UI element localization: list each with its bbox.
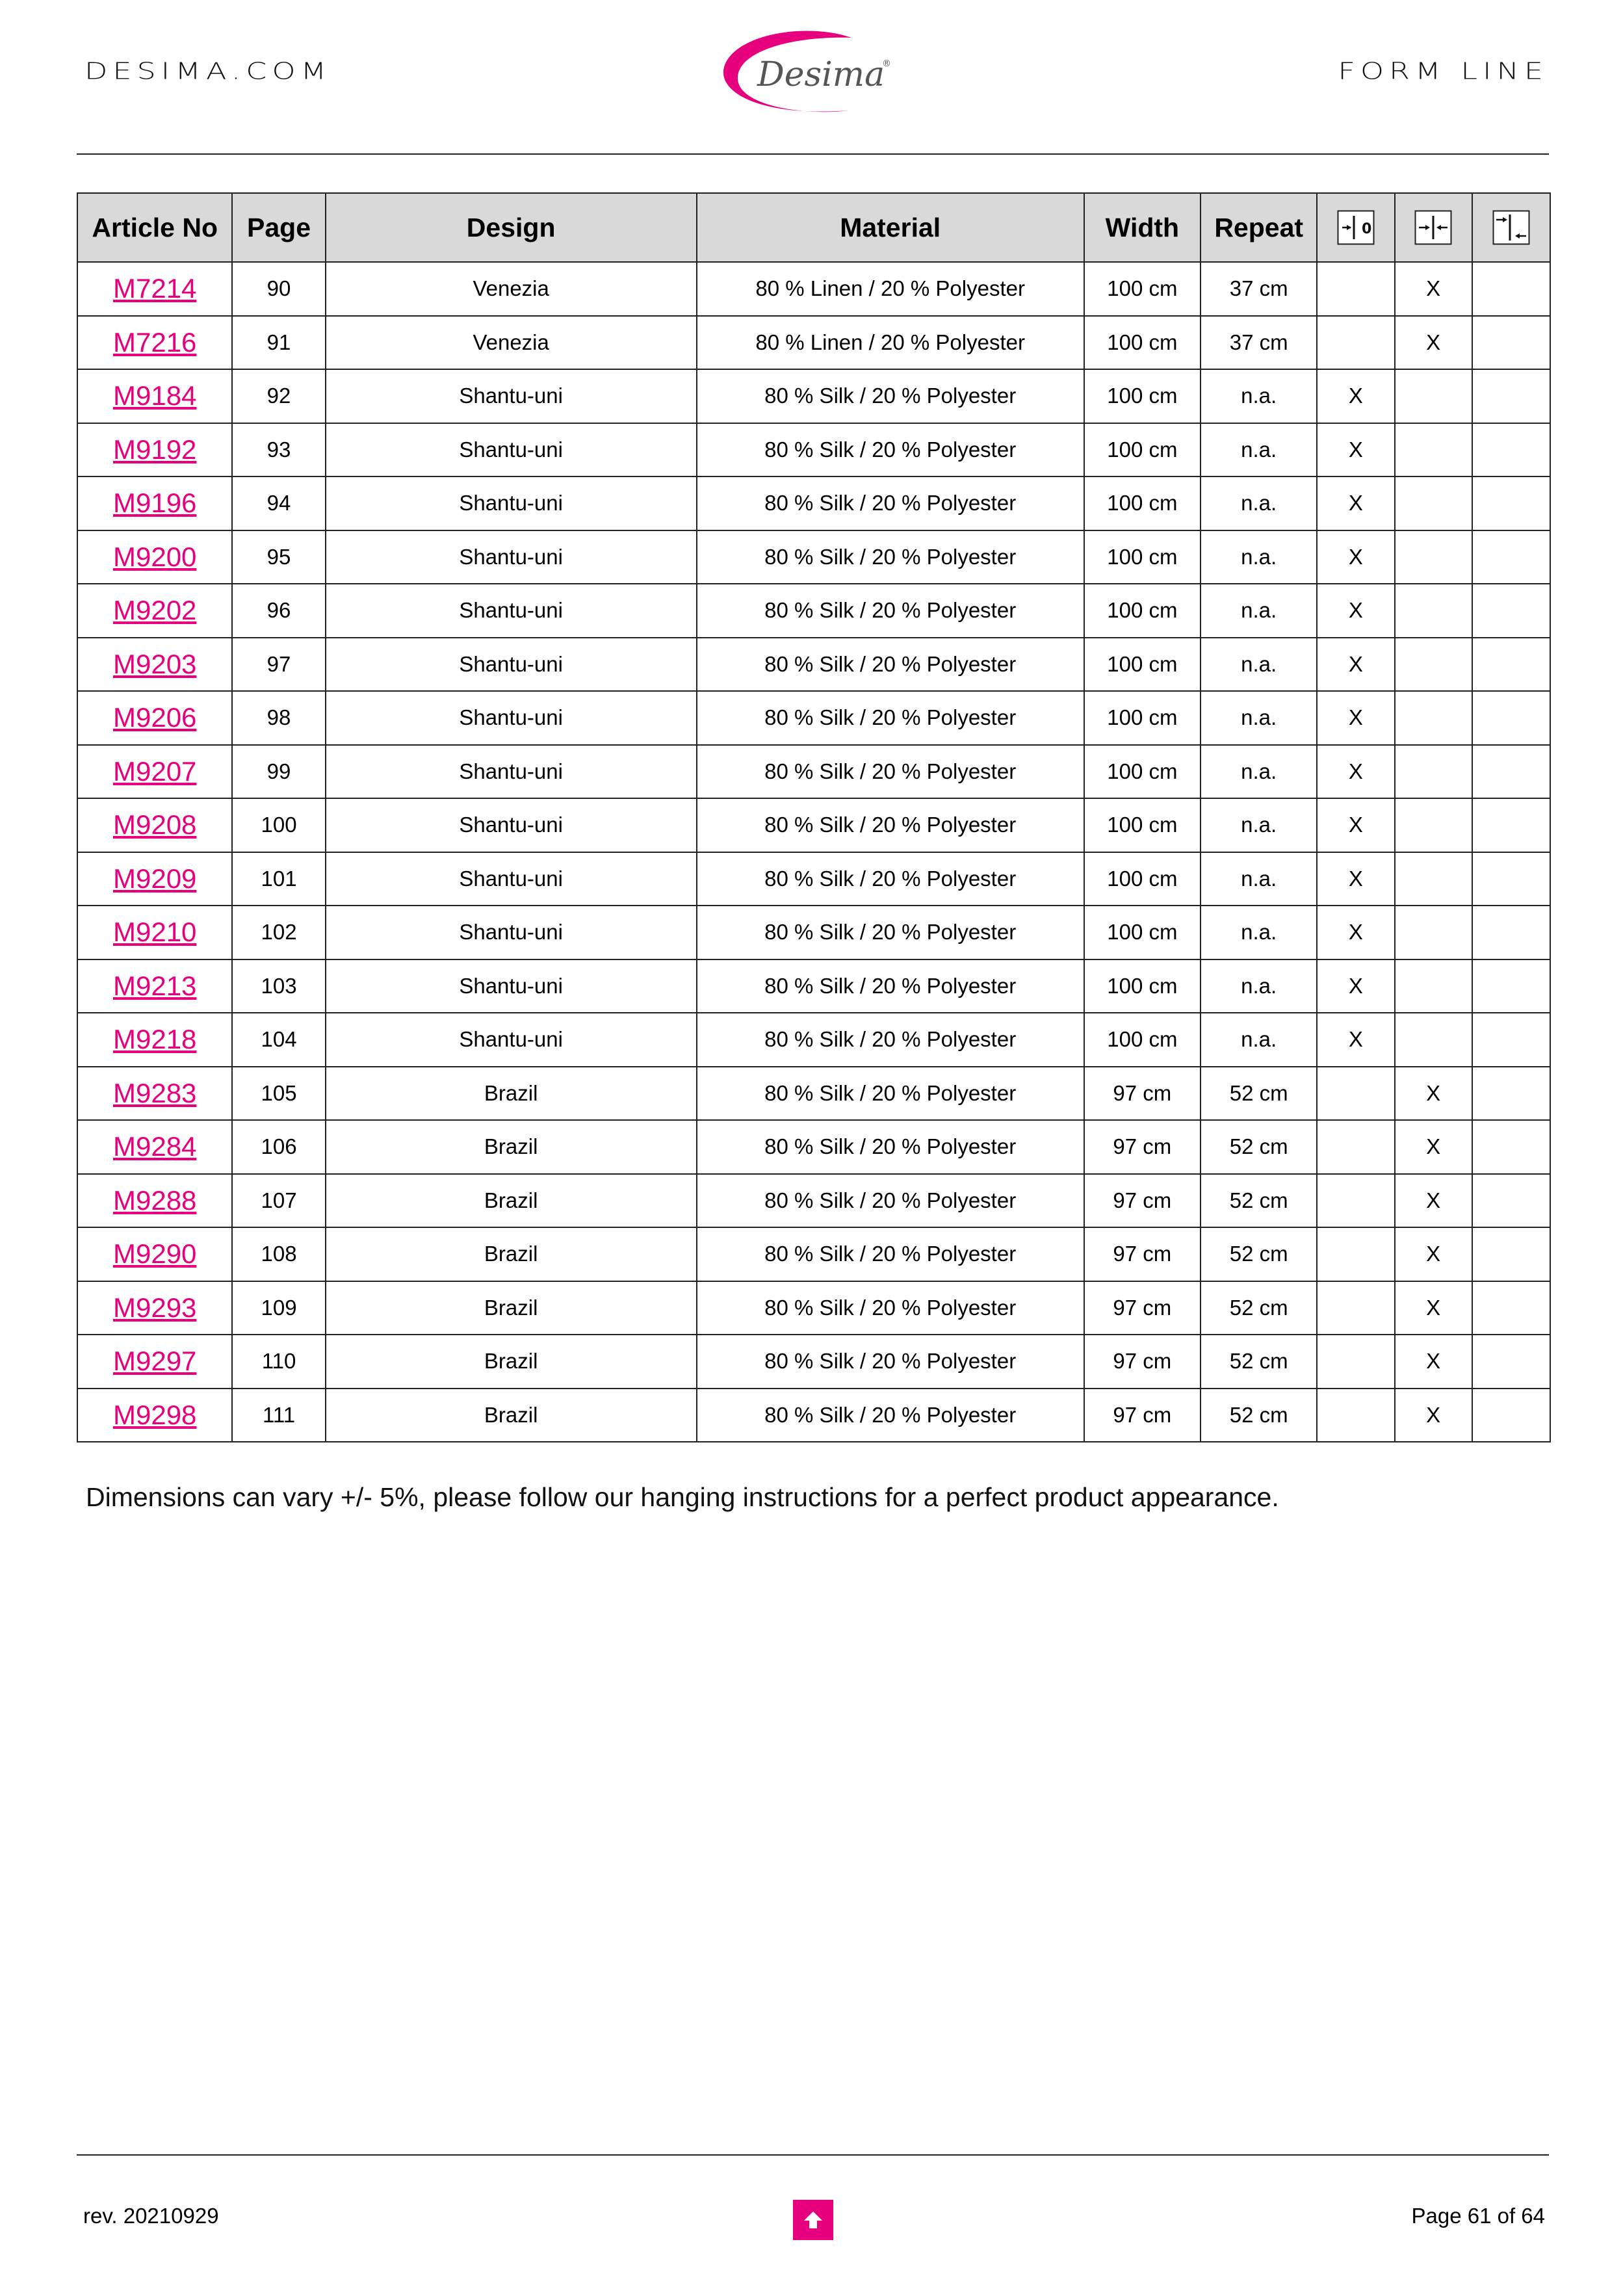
design-cell: Shantu-uni xyxy=(326,638,697,692)
col-width: Width xyxy=(1084,193,1201,262)
page-cell: 110 xyxy=(232,1335,325,1389)
article-link[interactable]: M9206 xyxy=(112,702,197,733)
article-link[interactable]: M9203 xyxy=(112,648,197,679)
repeat-cell: 52 cm xyxy=(1201,1389,1317,1442)
centered-pattern-mark xyxy=(1395,369,1472,423)
offset-pattern-mark xyxy=(1317,262,1394,316)
design-cell: Shantu-uni xyxy=(326,530,697,584)
design-cell: Shantu-uni xyxy=(326,959,697,1013)
width-cell: 97 cm xyxy=(1084,1281,1201,1335)
table-row xyxy=(77,852,1550,906)
material-cell: 80 % Linen / 20 % Polyester xyxy=(697,262,1084,316)
half-drop-pattern-mark xyxy=(1472,1174,1550,1228)
col-offset-pattern xyxy=(1317,193,1394,262)
offset-pattern-mark: X xyxy=(1317,691,1394,745)
repeat-cell: n.a. xyxy=(1201,584,1317,638)
centered-pattern-mark xyxy=(1395,959,1472,1013)
col-material: Material xyxy=(697,193,1084,262)
table-row xyxy=(77,1067,1550,1121)
table-row xyxy=(77,423,1550,477)
article-no-cell xyxy=(77,798,232,852)
article-no-cell xyxy=(77,638,232,692)
centered-pattern-mark: X xyxy=(1395,1335,1472,1389)
design-cell: Venezia xyxy=(326,316,697,370)
design-cell: Shantu-uni xyxy=(326,691,697,745)
width-cell: 100 cm xyxy=(1084,852,1201,906)
page-cell: 103 xyxy=(232,959,325,1013)
page-cell: 96 xyxy=(232,584,325,638)
design-cell: Shantu-uni xyxy=(326,906,697,959)
design-cell: Brazil xyxy=(326,1389,697,1442)
page-cell: 92 xyxy=(232,369,325,423)
article-link[interactable]: M7216 xyxy=(112,326,197,358)
design-cell: Shantu-uni xyxy=(326,1013,697,1067)
page-cell: 94 xyxy=(232,476,325,530)
offset-pattern-mark xyxy=(1317,1281,1394,1335)
article-link[interactable]: M9283 xyxy=(112,1077,197,1108)
table-row xyxy=(77,1120,1550,1174)
col-centered-pattern xyxy=(1395,193,1472,262)
page-cell: 91 xyxy=(232,316,325,370)
table-row xyxy=(77,959,1550,1013)
half-drop-pattern-mark xyxy=(1472,1227,1550,1281)
width-cell: 97 cm xyxy=(1084,1389,1201,1442)
offset-pattern-mark: X xyxy=(1317,369,1394,423)
centered-pattern-mark: X xyxy=(1395,1389,1472,1442)
site-name: DESIMA.COM xyxy=(84,57,332,85)
page-cell: 93 xyxy=(232,423,325,477)
design-cell: Shantu-uni xyxy=(326,584,697,638)
table-header-row xyxy=(77,193,1550,262)
offset-pattern-mark: X xyxy=(1317,906,1394,959)
width-cell: 100 cm xyxy=(1084,1013,1201,1067)
material-cell: 80 % Silk / 20 % Polyester xyxy=(697,369,1084,423)
material-cell: 80 % Linen / 20 % Polyester xyxy=(697,316,1084,370)
article-link[interactable]: M9293 xyxy=(112,1292,197,1323)
half-drop-pattern-mark xyxy=(1472,476,1550,530)
offset-pattern-mark xyxy=(1317,316,1394,370)
centered-pattern-mark: X xyxy=(1395,316,1472,370)
article-no-cell xyxy=(77,262,232,316)
half-drop-pattern-mark xyxy=(1472,1281,1550,1335)
half-drop-pattern-mark xyxy=(1472,423,1550,477)
page-cell: 106 xyxy=(232,1120,325,1174)
width-cell: 100 cm xyxy=(1084,798,1201,852)
repeat-cell: 52 cm xyxy=(1201,1067,1317,1121)
col-page: Page xyxy=(232,193,325,262)
half-drop-pattern-mark xyxy=(1472,262,1550,316)
repeat-cell: n.a. xyxy=(1201,906,1317,959)
back-to-top-button[interactable] xyxy=(793,2200,833,2240)
article-link[interactable]: M9192 xyxy=(112,434,197,465)
article-link[interactable]: M9284 xyxy=(112,1131,197,1162)
table-row xyxy=(77,316,1550,370)
page-number: Page 61 of 64 xyxy=(1411,2204,1545,2228)
page-cell: 101 xyxy=(232,852,325,906)
section-title: FORM LINE xyxy=(1338,57,1548,85)
half-drop-pattern-mark xyxy=(1472,638,1550,692)
page-cell: 107 xyxy=(232,1174,325,1228)
repeat-cell: n.a. xyxy=(1201,745,1317,799)
width-cell: 100 cm xyxy=(1084,638,1201,692)
article-link[interactable]: M9202 xyxy=(112,595,197,626)
design-cell: Shantu-uni xyxy=(326,798,697,852)
half-drop-pattern-mark xyxy=(1472,1013,1550,1067)
page-cell: 108 xyxy=(232,1227,325,1281)
half-drop-pattern-mark xyxy=(1472,1389,1550,1442)
article-no-cell xyxy=(77,959,232,1013)
offset-pattern-mark: X xyxy=(1317,798,1394,852)
repeat-cell: 37 cm xyxy=(1201,316,1317,370)
width-cell: 100 cm xyxy=(1084,691,1201,745)
offset-pattern-mark: X xyxy=(1317,476,1394,530)
material-cell: 80 % Silk / 20 % Polyester xyxy=(697,1389,1084,1442)
table-row xyxy=(77,1335,1550,1389)
centered-pattern-mark xyxy=(1395,852,1472,906)
centered-pattern-mark xyxy=(1395,584,1472,638)
half-drop-pattern-mark xyxy=(1472,959,1550,1013)
offset-pattern-mark xyxy=(1317,1120,1394,1174)
page-cell: 102 xyxy=(232,906,325,959)
table-row xyxy=(77,691,1550,745)
offset-pattern-mark xyxy=(1317,1389,1394,1442)
centered-pattern-mark: X xyxy=(1395,1120,1472,1174)
article-no-cell xyxy=(77,1227,232,1281)
page-cell: 100 xyxy=(232,798,325,852)
repeat-cell: n.a. xyxy=(1201,959,1317,1013)
table-row xyxy=(77,369,1550,423)
half-drop-pattern-mark xyxy=(1472,369,1550,423)
offset-pattern-mark: X xyxy=(1317,745,1394,799)
repeat-cell: n.a. xyxy=(1201,530,1317,584)
table-row xyxy=(77,476,1550,530)
width-cell: 97 cm xyxy=(1084,1067,1201,1121)
revision-label: rev. 20210929 xyxy=(83,2204,219,2228)
table-row xyxy=(77,262,1550,316)
article-link[interactable]: M9213 xyxy=(112,970,197,1001)
article-link[interactable]: M9210 xyxy=(112,917,197,948)
width-cell: 100 cm xyxy=(1084,316,1201,370)
centered-pattern-mark: X xyxy=(1395,262,1472,316)
width-cell: 97 cm xyxy=(1084,1335,1201,1389)
logo-wordmark: Desima xyxy=(757,55,885,94)
centered-pattern-mark: X xyxy=(1395,1067,1472,1121)
width-cell: 100 cm xyxy=(1084,584,1201,638)
article-no-cell xyxy=(77,1067,232,1121)
centered-pattern-mark xyxy=(1395,1013,1472,1067)
design-cell: Shantu-uni xyxy=(326,369,697,423)
centered-pattern-mark xyxy=(1395,423,1472,477)
article-link[interactable]: M9290 xyxy=(112,1238,197,1270)
page-cell: 111 xyxy=(232,1389,325,1442)
offset-pattern-mark: X xyxy=(1317,852,1394,906)
col-half-drop-pattern xyxy=(1472,193,1550,262)
article-no-cell xyxy=(77,1013,232,1067)
article-link[interactable]: M9288 xyxy=(112,1184,197,1216)
offset-pattern-icon xyxy=(1337,210,1375,245)
width-cell: 100 cm xyxy=(1084,906,1201,959)
article-no-cell xyxy=(77,530,232,584)
table-row xyxy=(77,906,1550,959)
half-drop-pattern-mark xyxy=(1472,1067,1550,1121)
table-row xyxy=(77,1013,1550,1067)
design-cell: Brazil xyxy=(326,1067,697,1121)
article-link[interactable]: M9209 xyxy=(112,863,197,894)
repeat-cell: n.a. xyxy=(1201,691,1317,745)
article-no-cell xyxy=(77,423,232,477)
centered-pattern-mark xyxy=(1395,798,1472,852)
material-cell: 80 % Silk / 20 % Polyester xyxy=(697,476,1084,530)
design-cell: Brazil xyxy=(326,1174,697,1228)
repeat-cell: 52 cm xyxy=(1201,1335,1317,1389)
material-cell: 80 % Silk / 20 % Polyester xyxy=(697,1281,1084,1335)
col-design: Design xyxy=(326,193,697,262)
svg-text:0: 0 xyxy=(1361,221,1372,237)
material-cell: 80 % Silk / 20 % Polyester xyxy=(697,584,1084,638)
article-link[interactable]: M9298 xyxy=(112,1399,197,1430)
offset-pattern-mark: X xyxy=(1317,1013,1394,1067)
table-row xyxy=(77,798,1550,852)
centered-pattern-icon xyxy=(1414,210,1452,245)
offset-pattern-mark xyxy=(1317,1174,1394,1228)
article-link[interactable]: M9297 xyxy=(112,1346,197,1377)
table-row xyxy=(77,638,1550,692)
design-cell: Shantu-uni xyxy=(326,476,697,530)
page-cell: 109 xyxy=(232,1281,325,1335)
centered-pattern-mark xyxy=(1395,476,1472,530)
half-drop-pattern-mark xyxy=(1472,745,1550,799)
table-row xyxy=(77,1281,1550,1335)
offset-pattern-mark xyxy=(1317,1067,1394,1121)
article-no-cell xyxy=(77,1281,232,1335)
article-table xyxy=(77,192,1551,1442)
material-cell: 80 % Silk / 20 % Polyester xyxy=(697,1335,1084,1389)
offset-pattern-mark: X xyxy=(1317,423,1394,477)
repeat-cell: 52 cm xyxy=(1201,1227,1317,1281)
design-cell: Brazil xyxy=(326,1227,697,1281)
width-cell: 100 cm xyxy=(1084,369,1201,423)
material-cell: 80 % Silk / 20 % Polyester xyxy=(697,530,1084,584)
article-no-cell xyxy=(77,852,232,906)
page-cell: 95 xyxy=(232,530,325,584)
material-cell: 80 % Silk / 20 % Polyester xyxy=(697,638,1084,692)
offset-pattern-mark: X xyxy=(1317,530,1394,584)
repeat-cell: n.a. xyxy=(1201,369,1317,423)
desima-logo[interactable] xyxy=(712,26,926,130)
half-drop-pattern-mark xyxy=(1472,691,1550,745)
col-article-no: Article No xyxy=(77,193,232,262)
table-row xyxy=(77,1174,1550,1228)
repeat-cell: n.a. xyxy=(1201,476,1317,530)
offset-pattern-mark: X xyxy=(1317,638,1394,692)
width-cell: 100 cm xyxy=(1084,530,1201,584)
page-cell: 99 xyxy=(232,745,325,799)
material-cell: 80 % Silk / 20 % Polyester xyxy=(697,852,1084,906)
material-cell: 80 % Silk / 20 % Polyester xyxy=(697,745,1084,799)
repeat-cell: 52 cm xyxy=(1201,1281,1317,1335)
design-cell: Shantu-uni xyxy=(326,423,697,477)
article-no-cell xyxy=(77,1335,232,1389)
width-cell: 97 cm xyxy=(1084,1174,1201,1228)
article-link[interactable]: M9196 xyxy=(112,488,197,519)
design-cell: Venezia xyxy=(326,262,697,316)
half-drop-pattern-mark xyxy=(1472,1335,1550,1389)
half-drop-pattern-mark xyxy=(1472,584,1550,638)
repeat-cell: 52 cm xyxy=(1201,1120,1317,1174)
material-cell: 80 % Silk / 20 % Polyester xyxy=(697,1067,1084,1121)
material-cell: 80 % Silk / 20 % Polyester xyxy=(697,1013,1084,1067)
centered-pattern-mark: X xyxy=(1395,1227,1472,1281)
repeat-cell: n.a. xyxy=(1201,423,1317,477)
width-cell: 100 cm xyxy=(1084,262,1201,316)
material-cell: 80 % Silk / 20 % Polyester xyxy=(697,959,1084,1013)
material-cell: 80 % Silk / 20 % Polyester xyxy=(697,1174,1084,1228)
material-cell: 80 % Silk / 20 % Polyester xyxy=(697,798,1084,852)
article-no-cell xyxy=(77,584,232,638)
article-no-cell xyxy=(77,476,232,530)
width-cell: 100 cm xyxy=(1084,423,1201,477)
width-cell: 100 cm xyxy=(1084,476,1201,530)
col-repeat: Repeat xyxy=(1201,193,1317,262)
width-cell: 100 cm xyxy=(1084,959,1201,1013)
half-drop-pattern-mark xyxy=(1472,1120,1550,1174)
material-cell: 80 % Silk / 20 % Polyester xyxy=(697,423,1084,477)
half-drop-pattern-mark xyxy=(1472,852,1550,906)
design-cell: Brazil xyxy=(326,1335,697,1389)
article-link[interactable]: M9208 xyxy=(112,809,197,841)
page-cell: 105 xyxy=(232,1067,325,1121)
table-row xyxy=(77,745,1550,799)
width-cell: 97 cm xyxy=(1084,1120,1201,1174)
article-link[interactable]: M7214 xyxy=(112,273,197,304)
width-cell: 100 cm xyxy=(1084,745,1201,799)
design-cell: Shantu-uni xyxy=(326,852,697,906)
article-no-cell xyxy=(77,745,232,799)
page-cell: 90 xyxy=(232,262,325,316)
table-row xyxy=(77,1227,1550,1281)
article-link[interactable]: M9200 xyxy=(112,541,197,572)
centered-pattern-mark xyxy=(1395,638,1472,692)
header-rule xyxy=(77,153,1549,155)
centered-pattern-mark xyxy=(1395,906,1472,959)
article-no-cell xyxy=(77,1389,232,1442)
article-link[interactable]: M9207 xyxy=(112,755,197,787)
article-no-cell xyxy=(77,1120,232,1174)
repeat-cell: n.a. xyxy=(1201,1013,1317,1067)
half-drop-pattern-mark xyxy=(1472,906,1550,959)
article-no-cell xyxy=(77,691,232,745)
table-row xyxy=(77,584,1550,638)
half-drop-pattern-mark xyxy=(1472,798,1550,852)
half-drop-pattern-mark xyxy=(1472,530,1550,584)
logo-registered-mark: ® xyxy=(882,59,891,69)
footer-rule xyxy=(77,2154,1549,2156)
centered-pattern-mark xyxy=(1395,745,1472,799)
page-cell: 97 xyxy=(232,638,325,692)
page-cell: 98 xyxy=(232,691,325,745)
article-no-cell xyxy=(77,369,232,423)
table-row xyxy=(77,1389,1550,1442)
offset-pattern-mark xyxy=(1317,1227,1394,1281)
half-drop-pattern-icon xyxy=(1492,210,1530,245)
arrow-up-icon xyxy=(802,2209,824,2231)
dimensions-note: Dimensions can vary +/- 5%, please follow our hanging instructions for a perfect product appearance. xyxy=(86,1482,1279,1512)
centered-pattern-mark: X xyxy=(1395,1174,1472,1228)
design-cell: Brazil xyxy=(326,1120,697,1174)
page-cell: 104 xyxy=(232,1013,325,1067)
half-drop-pattern-mark xyxy=(1472,316,1550,370)
material-cell: 80 % Silk / 20 % Polyester xyxy=(697,691,1084,745)
offset-pattern-mark xyxy=(1317,1335,1394,1389)
repeat-cell: 52 cm xyxy=(1201,1174,1317,1228)
material-cell: 80 % Silk / 20 % Polyester xyxy=(697,906,1084,959)
repeat-cell: n.a. xyxy=(1201,852,1317,906)
article-link[interactable]: M9184 xyxy=(112,380,197,411)
repeat-cell: n.a. xyxy=(1201,798,1317,852)
centered-pattern-mark xyxy=(1395,691,1472,745)
material-cell: 80 % Silk / 20 % Polyester xyxy=(697,1120,1084,1174)
design-cell: Shantu-uni xyxy=(326,745,697,799)
table-row xyxy=(77,530,1550,584)
article-no-cell xyxy=(77,316,232,370)
article-no-cell xyxy=(77,1174,232,1228)
repeat-cell: 37 cm xyxy=(1201,262,1317,316)
material-cell: 80 % Silk / 20 % Polyester xyxy=(697,1227,1084,1281)
article-no-cell xyxy=(77,906,232,959)
width-cell: 97 cm xyxy=(1084,1227,1201,1281)
article-link[interactable]: M9218 xyxy=(112,1024,197,1055)
offset-pattern-mark: X xyxy=(1317,959,1394,1013)
centered-pattern-mark: X xyxy=(1395,1281,1472,1335)
centered-pattern-mark xyxy=(1395,530,1472,584)
repeat-cell: n.a. xyxy=(1201,638,1317,692)
design-cell: Brazil xyxy=(326,1281,697,1335)
offset-pattern-mark: X xyxy=(1317,584,1394,638)
